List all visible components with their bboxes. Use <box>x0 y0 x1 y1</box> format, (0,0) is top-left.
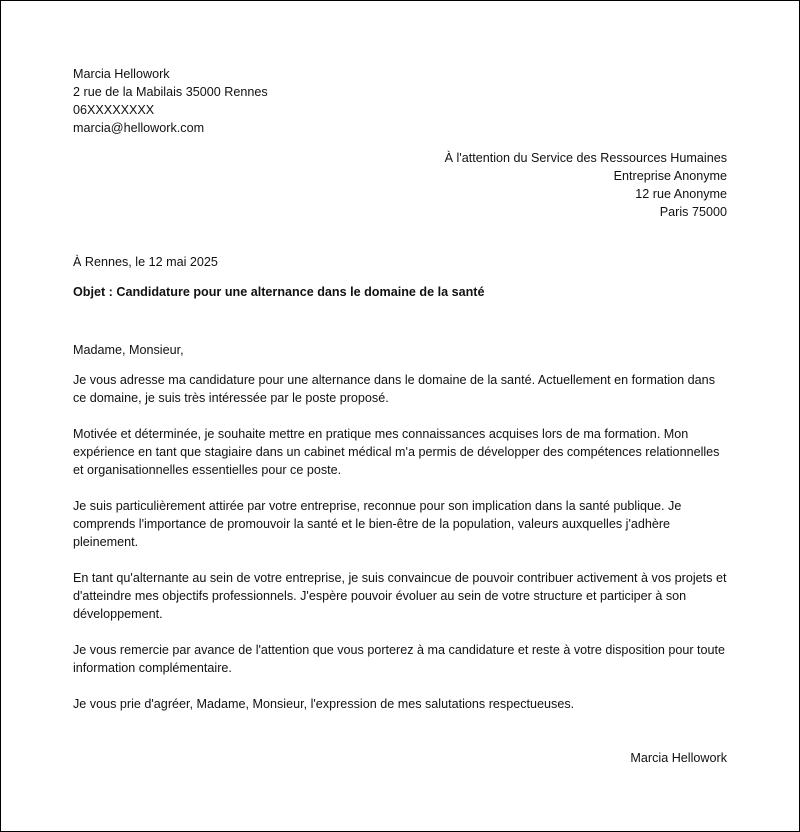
letter-closing: Je vous prie d'agréer, Madame, Monsieur, l'expression de mes salutations respectueuses. <box>73 697 575 711</box>
recipient-attention: À l'attention du Service des Ressources Humaines <box>444 151 727 165</box>
sender-email: marcia@hellowork.com <box>73 121 205 135</box>
letter-signature: Marcia Hellowork <box>630 751 727 765</box>
body-paragraph: Je vous remercie par avance de l'attention que vous porterez à ma candidature et reste à votre disposition pour toute information complémentaire. <box>73 643 726 675</box>
body-paragraph: Je suis particulièrement attirée par votre entreprise, reconnue pour son implication dans la santé publique. Je comprends l'importance de promouvoir la santé et le bien-être de la population, valeurs auxquelles j'adhère pleinement. <box>73 499 682 549</box>
body-paragraph: Je vous adresse ma candidature pour une alternance dans le domaine de la santé. Actuellement en formation dans ce domaine, je suis très intéressée par le poste proposé. <box>73 373 715 405</box>
sender-address: 2 rue de la Mabilais 35000 Rennes <box>73 85 268 99</box>
body-paragraph: En tant qu'alternante au sein de votre entreprise, je suis convaincue de pouvoir contribuer activement à vos projets et d'atteindre mes objectifs professionnels. J'espère pouvoir évoluer au sein de votre structure et participer à son développement. <box>73 571 727 621</box>
recipient-company: Entreprise Anonyme <box>613 169 727 183</box>
sender-block <box>73 65 268 137</box>
letter-date: À Rennes, le 12 mai 2025 <box>73 255 218 269</box>
sender-phone: 06XXXXXXXX <box>73 103 155 117</box>
recipient-block <box>445 149 727 221</box>
recipient-street: 12 rue Anonyme <box>635 187 727 201</box>
letter-greeting: Madame, Monsieur, <box>73 343 184 357</box>
letter-subject: Objet : Candidature pour une alternance dans le domaine de la santé <box>73 285 485 299</box>
sender-name: Marcia Hellowork <box>73 67 170 81</box>
recipient-city: Paris 75000 <box>659 205 727 219</box>
body-paragraph: Motivée et déterminée, je souhaite mettre en pratique mes connaissances acquises lors de ma formation. Mon expérience en tant que stagiaire dans un cabinet médical m'a permis de développer des compétences relationnelles et organisationnelles essentielles pour ce poste. <box>73 427 720 477</box>
letter-body <box>73 371 729 695</box>
